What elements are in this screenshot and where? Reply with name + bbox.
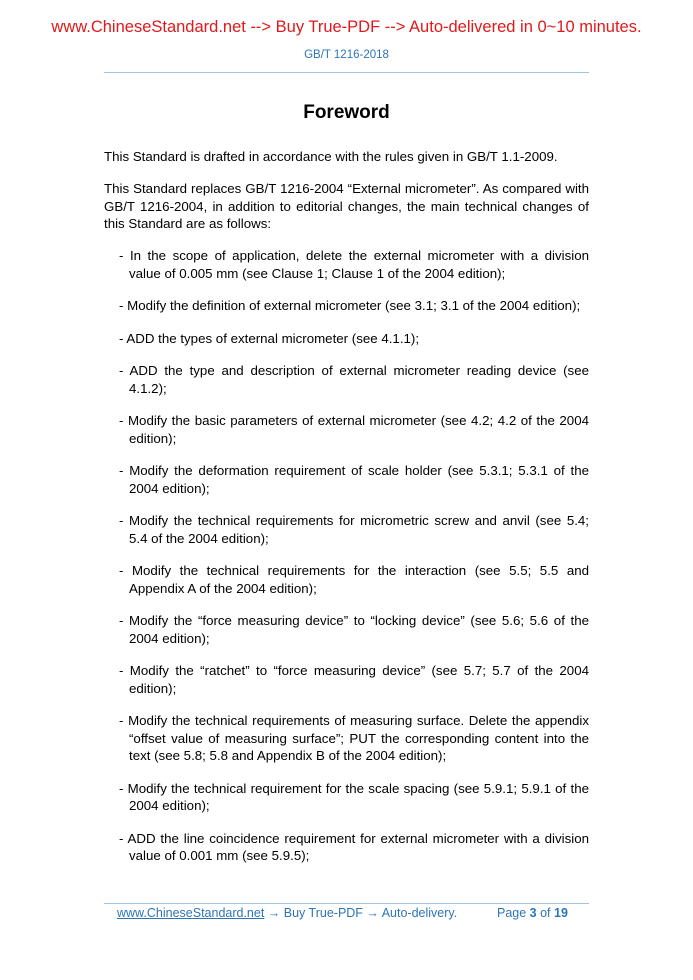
list-item: - Modify the “ratchet” to “force measuring device” (see 5.7; 5.7 of the 2004 edition);: [119, 663, 589, 696]
page-indicator: [497, 906, 568, 920]
technical-changes-list: [104, 247, 589, 865]
list-item: - Modify the definition of external micrometer (see 3.1; 3.1 of the 2004 edition);: [119, 298, 581, 313]
list-item: - Modify the technical requirements for micrometric screw and anvil (see 5.4; 5.4 of the 2004 edition);: [119, 513, 589, 546]
list-item: - In the scope of application, delete the external micrometer with a division value of 0.005 mm (see Clause 1; Clause 1 of the 2004 edition);: [119, 248, 589, 281]
footer-tagline: → Buy True-PDF → Auto-delivery.: [264, 906, 458, 920]
site-link[interactable]: www.ChineseStandard.net: [117, 906, 265, 920]
page-total: 19: [554, 906, 568, 920]
list-item: - ADD the types of external micrometer (see 4.1.1);: [119, 330, 420, 346]
list-item: - ADD the line coincidence requirement for external micrometer with a division value of 0.001 mm (see 5.9.5);: [119, 830, 589, 863]
footer-link-group: [117, 906, 457, 920]
list-item: - Modify the “force measuring device” to “locking device” (see 5.6; 5.6 of the 2004 edition);: [119, 613, 589, 646]
list-item: - Modify the technical requirements for the interaction (see 5.5; 5.5 and Appendix A of the 2004 edition);: [119, 563, 589, 596]
paragraph-drafting-rules: This Standard is drafted in accordance with the rules given in GB/T 1.1-2009.: [104, 149, 558, 164]
page-word: Page: [497, 906, 530, 920]
foreword-body: [104, 148, 589, 880]
list-item: - Modify the basic parameters of external micrometer (see 4.2; 4.2 of the 2004 edition);: [119, 413, 589, 446]
promo-banner[interactable]: www.ChineseStandard.net --> Buy True-PDF --> Auto-delivered in 0~10 minutes.: [51, 18, 642, 36]
list-item: - Modify the deformation requirement of scale holder (see 5.3.1; 5.3.1 of the 2004 edition);: [119, 463, 589, 496]
list-item: - ADD the type and description of external micrometer reading device (see 4.1.2);: [119, 363, 589, 396]
page-current: 3: [529, 906, 537, 920]
list-item: - Modify the technical requirement for the scale spacing (see 5.9.1; 5.9.1 of the 2004 edition);: [119, 780, 589, 813]
header-divider: [104, 72, 589, 73]
list-item: - Modify the technical requirements of measuring surface. Delete the appendix “offset value of measuring surface”; PUT the corresponding content into the text (see 5.8; 5.8 and Appendix B of the 2004 edition);: [119, 713, 589, 763]
standard-code-header: GB/T 1216-2018: [304, 49, 389, 61]
paragraph-replacement: This Standard replaces GB/T 1216-2004 “External micrometer”. As compared with GB/T 1216-2004, in addition to editorial changes, the main technical changes of this Standard are as follows:: [104, 181, 589, 231]
page-title: Foreword: [303, 102, 390, 123]
page-of: of: [536, 906, 554, 920]
footer-divider: [104, 903, 589, 904]
